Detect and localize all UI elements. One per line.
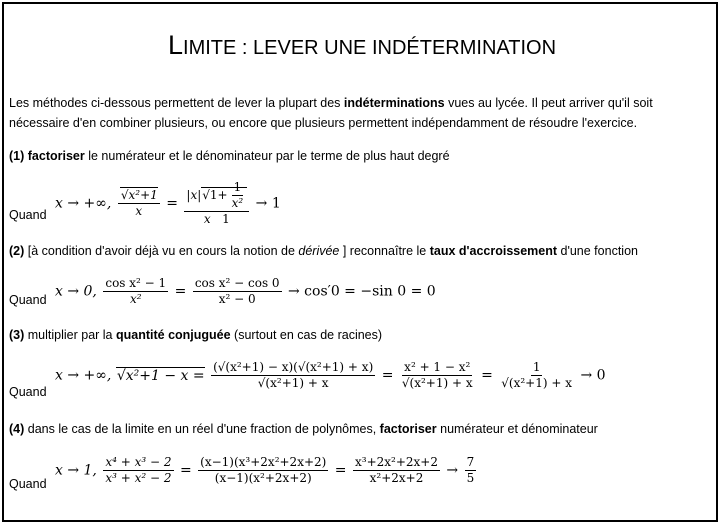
formula-3: x → +∞, √ x²+1 − x = $\frac{\text{(√(x²+1) − x)(√(x²+1) + x)}}{\text{√(x²+1) + x}}$ = $\frac{\text{x² + 1 − x²}}{\text{√(x²+1) + x}}$ = $\frac{1}{\text{√(x²+1) + x}}$ → 0 xyxy=(55,360,606,391)
formula-1: x → +∞, √ $\frac{\text{x²+1}}{x}$ = |x|√ 1+ $\frac{1}{\text{x²}}$ x 1 → 1 xyxy=(55,180,281,227)
formula-4-label: Quand xyxy=(9,477,47,491)
section-3-heading: (3) multiplier par la quantité conjuguée (surtout en cas de racines) xyxy=(9,328,383,342)
formula-3-label: Quand xyxy=(9,385,47,399)
section-1-heading: (1) factoriser le numérateur et le dénominateur par le terme de plus haut degré xyxy=(9,149,450,163)
intro-paragraph: Les méthodes ci-dessous permettent de lever la plupart des indéterminations vues au lycée. Il peut arriver qu'il soit nécessaire d'en combiner plusieurs, ou encore que plusieurs permettent indépendamment de résoudre l'exercice. xyxy=(9,96,653,130)
section-4-heading: (4) dans le cas de la limite en un réel d'une fraction de polynômes, factoriser numérateur et dénominateur xyxy=(9,422,598,436)
page-border xyxy=(2,2,718,522)
section-2-heading: (2) [à condition d'avoir déjà vu en cours la notion de dérivée ] reconnaître le taux d'accroissement d'une fonction xyxy=(9,244,638,258)
formula-2: x → 0, $\frac{\text{cos x² − 1}}{\text{x²}}$ = $\frac{\text{cos x² − cos 0}}{\text{x² − 0}}$ → cos′0 = −sin 0 = 0 xyxy=(55,276,436,306)
page-title: LIMITE : LEVER UNE INDÉTERMINATION xyxy=(167,30,557,60)
formula-2-label: Quand xyxy=(9,293,47,307)
formula-1-label: Quand xyxy=(9,208,47,222)
formula-4: x → 1, $\frac{\text{x⁴ + x³ − 2}}{\text{x³ + x² − 2}}$ = $\frac{\text{(x−1)(x³+2x²+2x+2)}}{\text{(x−1)(x²+2x+2)}}$ = $\frac{\text{x³+2x²+2x+2}}{\text{x²+2x+2}}$ → $\frac{7}{5}$ xyxy=(55,455,475,485)
